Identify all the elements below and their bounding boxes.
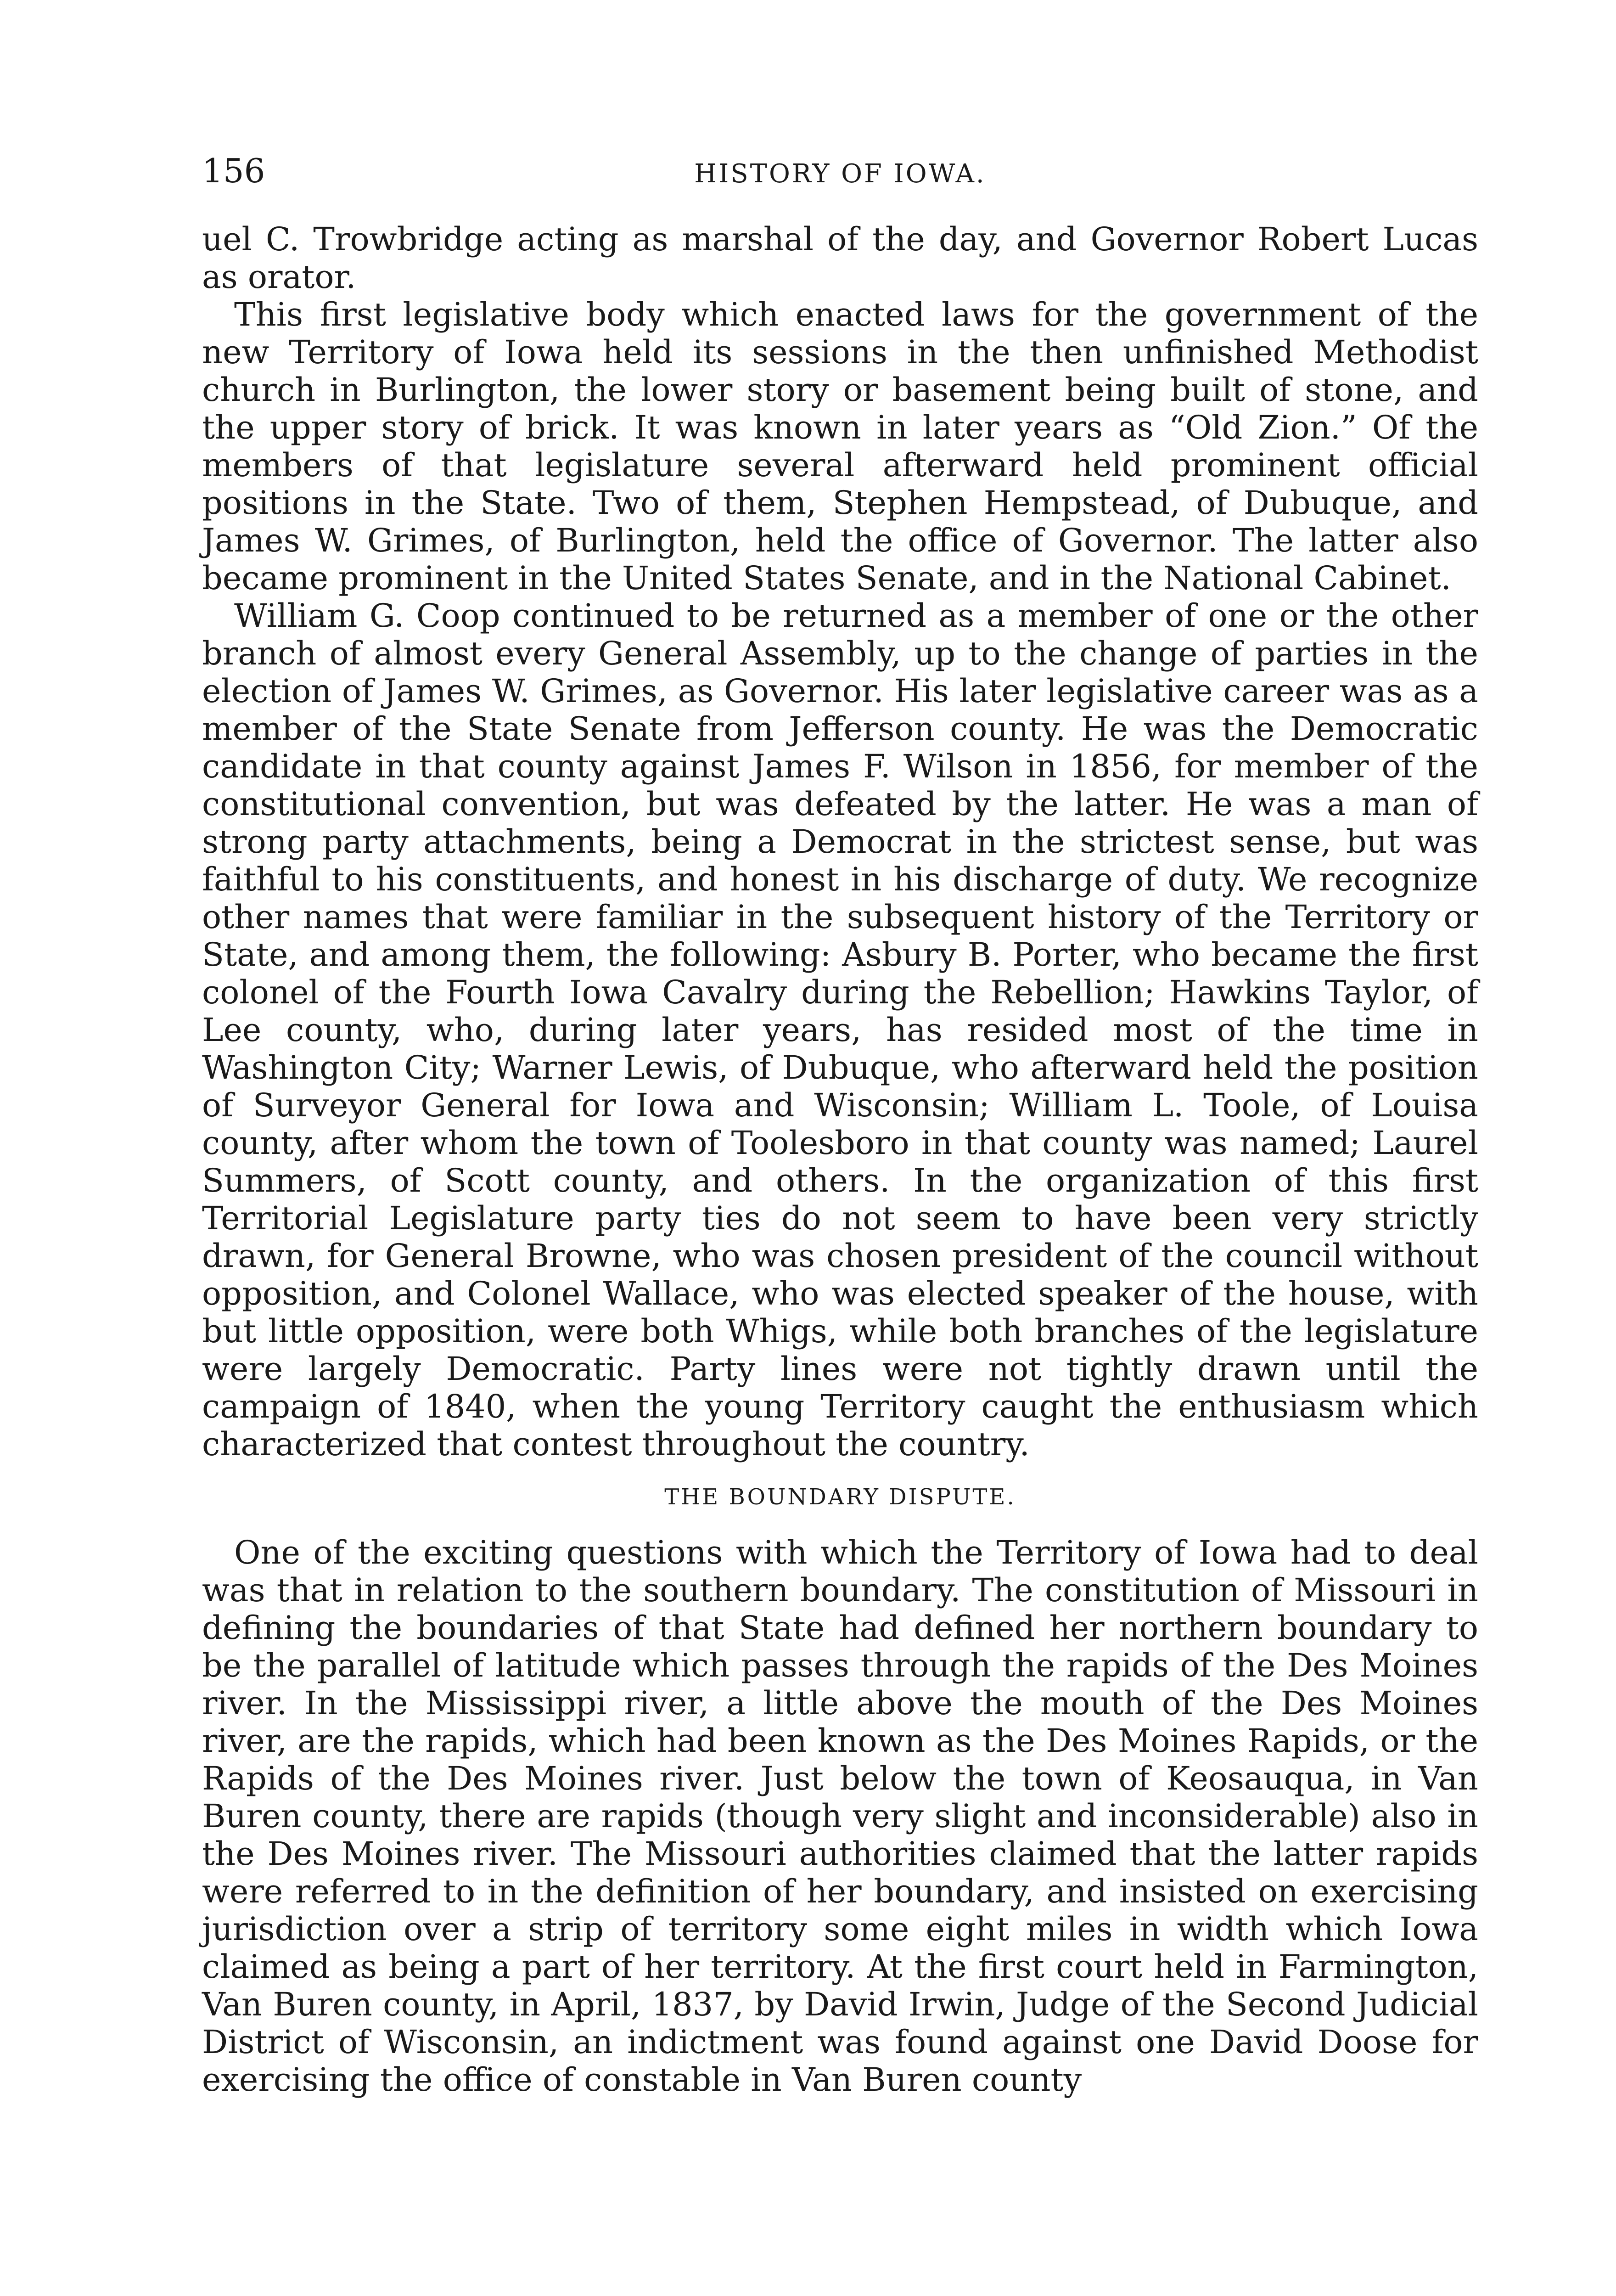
paragraph-boundary-dispute: One of the exciting questions with which the Territory of Iowa had to deal was that in relation to the southern boundary. The constitution of Missouri in defining the boundaries of that State had defined her northern boundary to be the parallel of latitude which passes through the rapids of the Des Moines river. In the Mississippi river, a little above the mouth of the Des Moines river, are the rapids, which had been known as the Des Moines Rapids, or the Rapids of the Des Moines river. Just below the town of Keosauqua, in Van Buren county, there are rapids (though very slight and inconsiderable) also in the Des Moines river. The Missouri authorities claimed that the latter rapids were referred to in the definition of her boundary, and insisted on exercising jurisdiction over a strip of territory some eight miles in width which Iowa claimed as being a part of her territory. At the first court held in Farmington, Van Buren county, in April, 1837, by David Irwin, Judge of the Second Judicial District of Wisconsin, an indictment was found against one David Doose for exercising the office of constable in Van Buren county [202,1534,1478,2099]
section-heading: THE BOUNDARY DISPUTE. [664,1484,1016,1510]
paragraph-legislature: This first legislative body which enacted laws for the government of the new Territory of Iowa held its sessions in the then unfinished Methodist church in Burlington, the lower story or basement being built of stone, and the upper story of brick. It was known in later years as “Old Zion.” Of the members of that legislature several afterward held prominent official positions in the State. Two of them, Stephen Hempstead, of Dubuque, and James W. Grimes, of Burlington, held the office of Governor. The latter also became prominent in the United States Senate, and in the National Cabinet. [202,296,1478,597]
paragraph-continuation: uel C. Trowbridge acting as marshal of the day, and Governor Robert Lucas as orator. [202,220,1478,296]
running-title: HISTORY OF IOWA. [694,159,986,189]
paragraph-coop: William G. Coop continued to be returned as a member of one or the other branch of almost every General Assembly, up to the change of parties in the election of James W. Grimes, as Governor. His later legislative career was as a member of the State Senate from Jefferson county. He was the Democratic candidate in that county against James F. Wilson in 1856, for member of the constitutional convention, but was defeated by the latter. He was a man of strong party attachments, being a Democrat in the strictest sense, but was faithful to his constituents, and honest in his discharge of duty. We recognize other names that were familiar in the subsequent history of the Territory or State, and among them, the following: Asbury B. Porter, who became the first colonel of the Fourth Iowa Cavalry during the Rebellion; Hawkins Taylor, of Lee county, who, during later years, has resided most of the time in Washington City; Warner Lewis, of Dubuque, who afterward held the position of Surveyor General for Iowa and Wisconsin; William L. Toole, of Louisa county, after whom the town of Toolesboro in that county was named; Laurel Summers, of Scott county, and others. In the organization of this first Territorial Legislature party ties do not seem to have been very strictly drawn, for General Browne, who was chosen president of the council without opposition, and Colonel Wallace, who was elected speaker of the house, with but little opposition, were both Whigs, while both branches of the legislature were largely Democratic. Party lines were not tightly drawn until the campaign of 1840, when the young Territory caught the enthusiasm which characterized that contest throughout the country. [202,597,1478,1463]
page-number: 156 [202,152,265,190]
page-header [202,152,1478,202]
book-page [202,152,1478,2099]
